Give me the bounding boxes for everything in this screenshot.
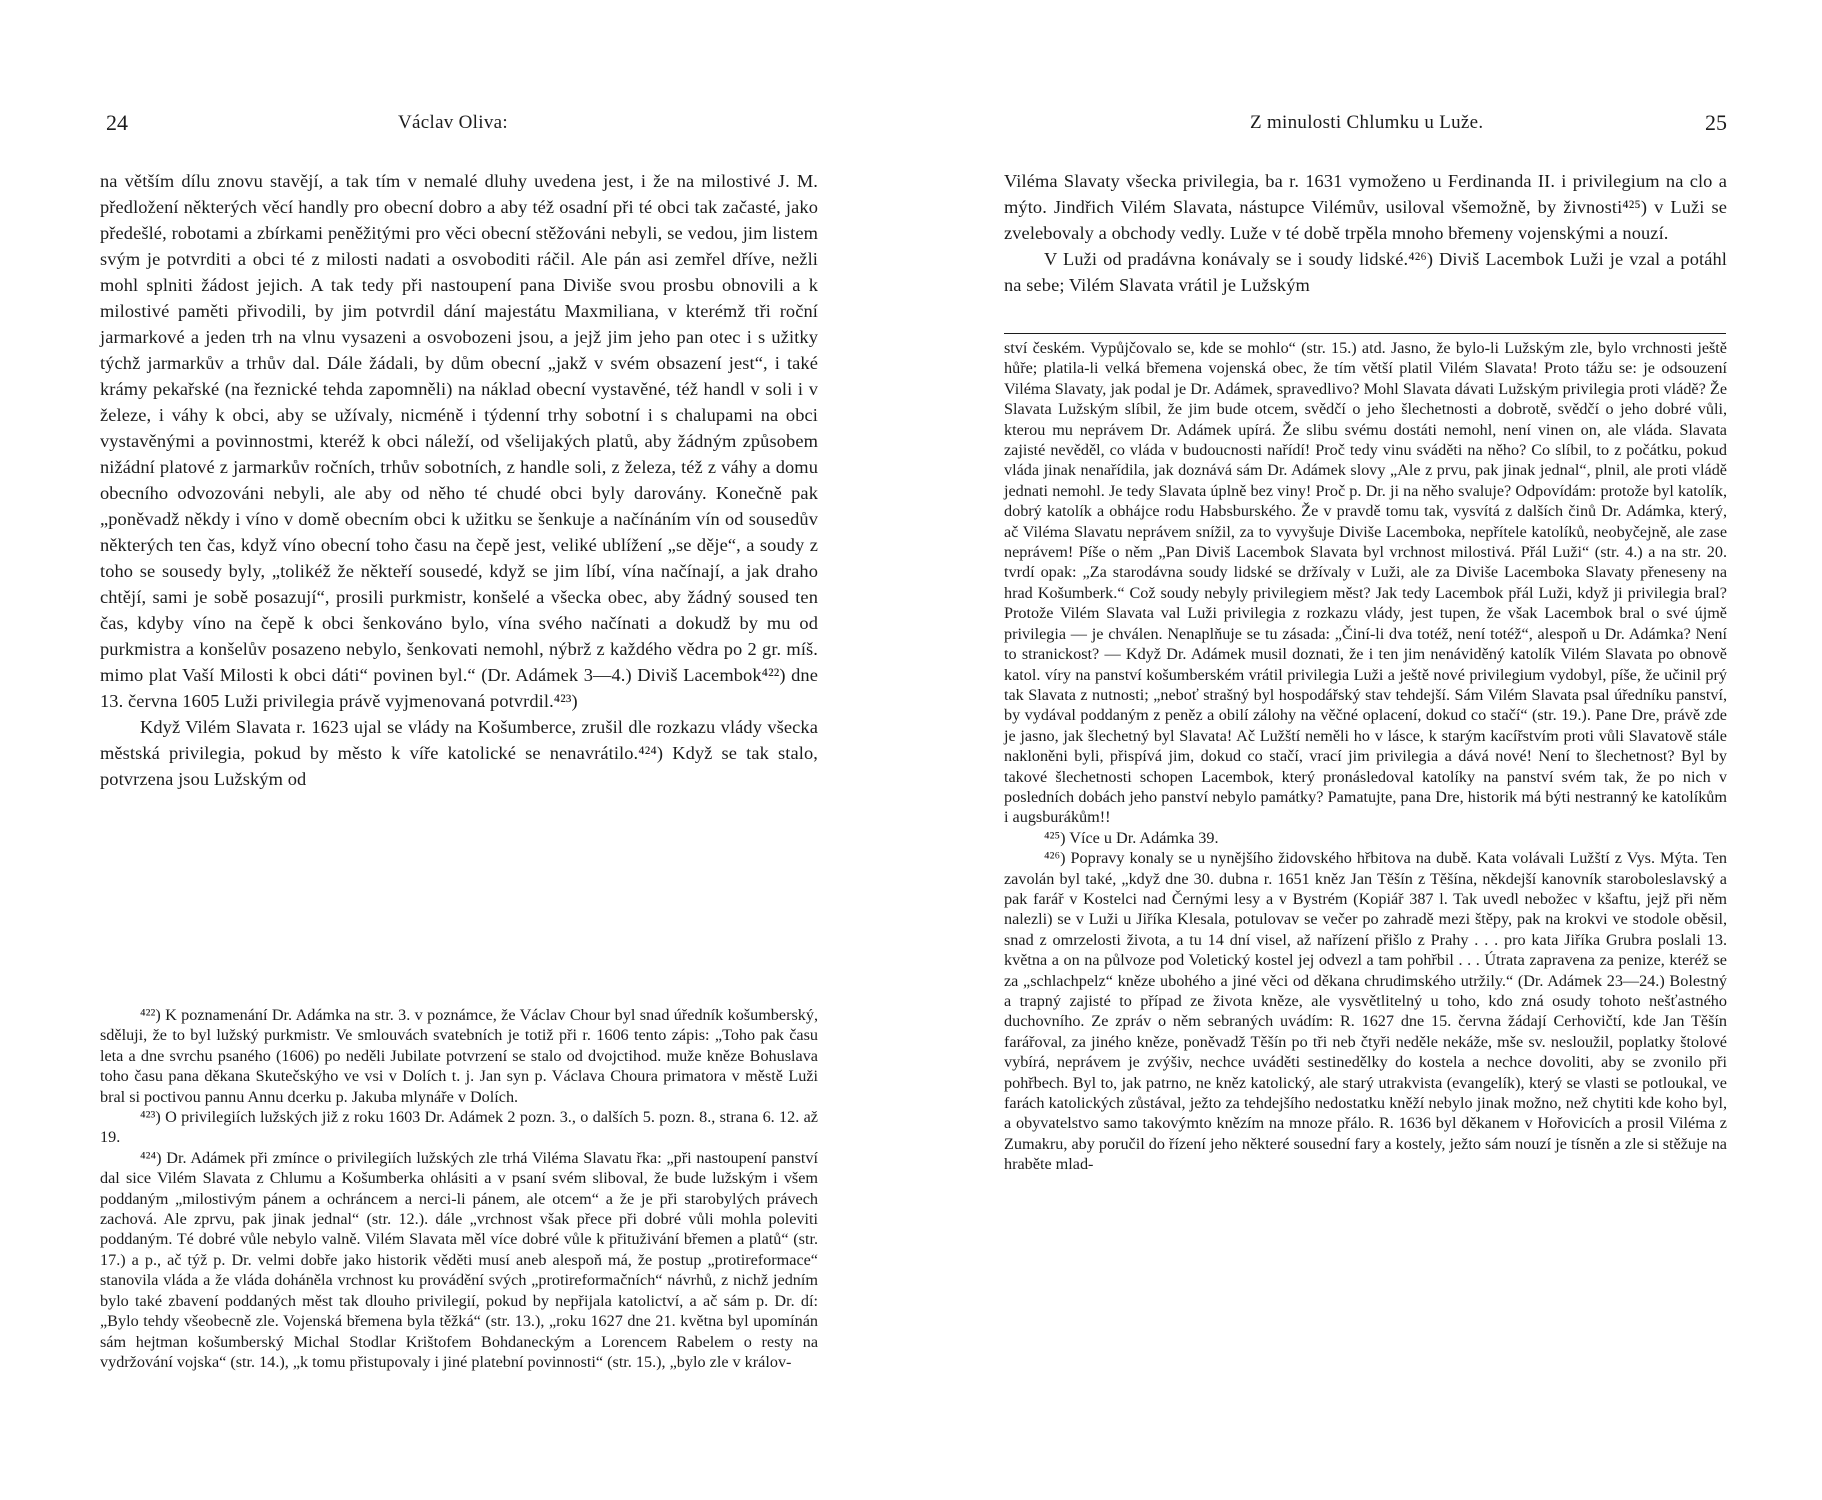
left-footnotes bbox=[100, 1005, 818, 1372]
right-page-header bbox=[1004, 110, 1727, 140]
footnote-424-continued: ství českém. Vypůjčovalo se, kde se mohlo“ (str. 15.) atd. Jasno, že bylo-li Lužským zle, bylo vrchnosti ještě hůře; platila-li velká břemena vojenská obec, že tím větší platil Vilém Slavata! Proto tážu se: je odsouzení Viléma Slavaty, jak podal je Dr. Adámek, spravedlivo? Mohl Slavata dávati Lužským privilegia proti vládě? Že Slavata Lužským slíbil, že jim bude otcem, svědčí o jeho šlechetnosti a dobrotě, svědčí o jeho dobré vůli, kterou mu neprávem Dr. Adámek upírá. Že slibu svému dostáti nemohl, není vinen on, ale vláda. Slavata zajisté nevěděl, co vláda v budoucnosti nařídí! Proč tedy vinu sváděti na něho? Co slíbil, to z počátku, pokud vláda jinak nenařídila, jak doznává sám Dr. Adámek slovy „Ale z prvu, pak jinak jednal“, plnil, ale proti vládě jednati nemohl. Je tedy Slavata úplně bez viny! Proč p. Dr. ji na něho svaluje? Odpovídám: protože byl katolík, dobrý katolík a obhájce rodu Habsburského. Že v pravdě tomu tak, vysvítá z dalších činů Dr. Adámka, který, ač Viléma Slavatu neprávem snížil, za to vyvyšuje Diviše Lacemboka, nepřítele katolíků, neobyčejně, ale zase neprávem! Píše o něm „Pan Diviš Lacembok Slavata byl vrchnost milostivá. Přál Luži“ (str. 4.) a na str. 20. tvrdí opak: „Za starodávna soudy lidské se držívaly v Luži, ale za Diviše Lacemboka Slavaty přeneseny na hrad Košumberk.“ Což soudy nebyly privilegiem měst? Jak tedy Lacembok přál Luži, když ji privilegia bral? Protože Vilém Slavata val Luži privilegia z rozkazu vlády, jest tupen, že však Lacembok bral o své újmě privilegia — je chválen. Nenaplňuje se tu zásada: „Činí-li dva totéž, není totéž“, alespoň u Dr. Adámka? Není to stranickost? — Když Dr. Adámek musil doznati, že i ten jim nenáviděný katolík Vilém Slavata po obnově katol. víry na panství košumberském vrátil privilegia Luži a ještě nové privilegium vydobyl, píše, že učinil prý tak Slavata z nutnosti; „neboť strašný byl hospodářský stav tehdejší. Sám Vilém Slavata psal úředníku panství, by vydával poddaným z peněz a obilí zálohy na věčné oplacení, dokud co stačí“ (str. 19.). Pane Dre, právě zde je jasno, jak šlechetný byl Slavata! Ač Lužští neměli ho v lásce, k starým kacířstvím proti vůli Slavatově stále nakloněni byli, přispívá jim, dokud co stačí, vrací jim privilegia a dává nové! Není to šlechetnost? Byl by takové šlechetnosti schopen Lacembok, který pronásledoval katolíky na panství svém tak, že po nich v posledních dobách jeho panství nebylo památky? Pamatujte, pana Dre, historik má býti nestranný ke katolíkům i augsburákům!! bbox=[1004, 339, 1727, 827]
left-page-header bbox=[100, 110, 818, 140]
footnote-422: ⁴²²) K poznamenání Dr. Adámka na str. 3. v poznámce, že Václav Chour byl snad úředník košumberský, sděluji, že to byl lužský purkmistr. Ve smlouvách svatebních je totiž při r. 1606 tento zápis: „Toho pak času leta a dne svrchu psaného (1606) po neděli Jubilate potvrzení se stalo od dvojctihod. muže kněze Bohuslava toho času pana děkana Skutečskýho ve vsi v Dolích t. j. Jan syn p. Václava Choura primatora v městě Luži bral si poctivou pannu Annu dcerku p. Jakuba mlynáře v Dolích. bbox=[100, 1006, 818, 1106]
right-footnotes bbox=[1004, 338, 1727, 1175]
left-body-text bbox=[100, 168, 818, 792]
left-page-number: 24 bbox=[106, 110, 128, 135]
left-running-head: Václav Oliva: bbox=[398, 112, 508, 133]
right-running-head: Z minulosti Chlumku u Luže. bbox=[1250, 112, 1484, 133]
left-paragraph-1: na větším dílu znovu stavějí, a tak tím v nemalé dluhy uvedena jest, i že na milostivé J. M. předložení některých věcí handly pro obecní dobro a aby též osadní při té obci tak začasté, jako předešlé, robotami a zbírkami peněžitými pro věci obecní stěžováni nebyli, se vedou, jim listem svým je potvrditi a obci té z milosti nadati a osvoboditi ráčil. Ale pán asi zemřel dříve, nežli mohl splniti žádost jejich. A tak tedy při nastoupení pana Diviše svou prosbu obnovili a k milostivé paměti přivodili, by jim potvrdil dání majestátu Maxmiliana, v kterémž tři roční jarmarkové a jeden trh na vlnu vysazeni a osvobozeni jsou, a jejž jim jeho pan otec i s užitky týchž jarmarkův a trhův dal. Dále žádali, by dům obecní „jakž v svém obsazení jest“, i také krámy pekařské (na řeznické tehda zapomněli) na náklad obecní vystavěné, též handl v soli i v železe, i váhy k obci, aby se užívaly, nicméně i týdenní trhy sobotní i s chalupami na obci vystavěnými a povinnostmi, kteréž k obci náleží, od všelijakých platů, aby žádným způsobem nižádní platové z jarmarkův ročních, trhův sobotních, z handle soli, z železa, též z váhy a domu obecního odvozováni nebyli, ale aby od něho té chudé obci byly darovány. Konečně pak „poněvadž někdy i víno v domě obecním obci k užitku se šenkuje a načínáním vín od sousedův některých ten čas, když víno obecní toho času na čepě jest, veliké ublížení „se děje“, a soudy z toho se sousedy byly, „tolikéž že někteří sousedé, když se jim líbí, vína načínají, a jak draho chtějí, sami je sobě posazují“, prosili purkmistr, konšelé a všecka obec, aby žádný soused ten čas, kdyby víno na čepě k obci šenkováno bylo, vína svého načínati a dokudž by mu od purkmistra a konšelův posazeno nebylo, šenkovati nemohl, nýbrž z každého vědra po 2 gr. míš. mimo plat Vaší Milosti k obci dáti“ povinen byl.“ (Dr. Adámek 3—4.) Diviš Lacembok⁴²²) dne 13. června 1605 Luži privilegia právě vyjmenovaná potvrdil.⁴²³) bbox=[100, 171, 818, 711]
footnote-426: ⁴²⁶) Popravy konaly se u nynějšího židovského hřbitova na dubě. Kata volávali Lužští z Vys. Mýta. Ten zavolán byl také, „když dne 30. dubna r. 1651 kněz Jan Těšín z Těšína, někdejší kanovník staroboleslavský a pak farář v Kostelci nad Černými lesy a v Bystrém (Kopiář 387 l. Tak uvedl nebožec v kšaftu, jejž při něm nalezli) se v Luži u Jiříka Klesala, potulovav se večer po zahradě mezi štěpy, pak na krokvi ve stodole oběsil, snad z omrzelosti života, a tu 14 dní visel, až nařízení přišlo z Prahy . . . pro kata Jiříka Grubra poslali 13. května a on na půlvoze pod Voletický kostel jej odvezl a tam pohřbil . . . Útrata zapravena za penize, kteréž se za „schlachpelz“ kněze ubohého a jiné věci od děkana chrudimského utržily.“ (Dr. Adámek 23—24.) Bolestný a trapný zajisté to případ ze života kněze, ale vysvětlitelný u toho, kdo zná osudy tohoto nešťastného duchovního. Ze zpráv o něm sebraných uvádím: R. 1627 dne 15. června žádají Cerhovičtí, kde Jan Těšín farářoval, za jiného kněze, poněvadž Těšín po tři neb čtyři neděle nekáže, mše sv. nesloužil, poplatky štolové vybírá, neprávem je zvýšiv, nechce uváděti sestinedělky do kostela a nechce dovoliti, aby se zvonilo při pohřbech. Byl to, jak patrno, ne kněz katolický, ale starý utrakvista (evangelík), který se vlasti se potloukal, ve farách katolických zůstával, ježto za tehdejšího nedostatku kněží nebylo jinak možno, než chytiti kde koho byl, a obyvatelstvo samo takovýmto knězím na mnoze přálo. R. 1636 byl děkanem v Hořovicích a prosil Viléma z Zumakru, aby poručil do řízení jeho některé sousední fary a kostely, ježto sám nouzí je tísněn a zle si stěžuje na hraběte mlad- bbox=[1004, 849, 1727, 1174]
right-page-number: 25 bbox=[1705, 110, 1727, 135]
right-body-text bbox=[1004, 168, 1727, 298]
left-paragraph-2: Když Vilém Slavata r. 1623 ujal se vlády na Košumberce, zrušil dle rozkazu vlády všecka městská privilegia, pokud by město k víře katolické se nenavrátilo.⁴²⁴) Když se tak stalo, potvrzena jsou Lužským od bbox=[100, 717, 818, 789]
footnote-425: ⁴²⁵) Více u Dr. Adámka 39. bbox=[1044, 828, 1219, 847]
footnote-424: ⁴²⁴) Dr. Adámek při zmínce o privilegiích lužských zle trhá Viléma Slavatu řka: „při nastoupení panství dal sice Vilém Slavata z Chlumu a Košumberka ohlásiti a v psaní svém sliboval, že bude lužským i všem poddaným „milostivým pánem a ochráncem a nerci-li pánem, ale otcem“ a že je při starobylých právech zachová. Ale zprvu, pak jinak jednal“ (str. 12.). dále „vrchnost však přece při dobré vůli mohla poleviti poddaným. Té dobré vůle nebylo valně. Vilém Slavata měl více dobré vůle k přituživání břemen a platů“ (str. 17.) a p., ač týž p. Dr. velmi dobře jako historik věděti musí aneb alespoň má, že postup „protireformace“ stanovila vláda a že vláda doháněla vrchnost ku provádění svých „protireformačních“ návrhů, z nichž jedním bylo také zbavení poddaných měst tak dlouho privilegií, pokud by nepřijala katolictví, a ač sám p. Dr. dí: „Bylo tehdy všeobecně zle. Vojenská břemena byla těžká“ (str. 13.), „roku 1627 dne 21. května byl upomínán sám hejtman košumberský Michal Stodlar Krištofem Bohdaneckým a Lorencem Rabelem o resty na vydržování vojska“ (str. 14.), „k tomu přistupovaly i jiné platební povinnosti“ (str. 15.), „bylo zle v králov- bbox=[100, 1148, 818, 1371]
right-paragraph-2: V Luži od pradávna konávaly se i soudy lidské.⁴²⁶) Diviš Lacembok Luži je vzal a potáhl na sebe; Vilém Slavata vrátil je Lužským bbox=[1004, 249, 1727, 295]
footnote-separator-rule bbox=[1004, 333, 1726, 334]
right-paragraph-1: Viléma Slavaty všecka privilegia, ba r. 1631 vymoženo u Ferdinanda II. i privilegium na clo a mýto. Jindřich Vilém Slavata, nástupce Vilémův, usiloval všemožně, by živnosti⁴²⁵) v Luži se zvelebovaly a obchody vedly. Luže v té době trpěla mnoho břemeny vojenskými a nouzí. bbox=[1004, 171, 1727, 243]
footnote-423: ⁴²³) O privilegiích lužských již z roku 1603 Dr. Adámek 2 pozn. 3., o dalších 5. pozn. 8., strana 6. 12. až 19. bbox=[100, 1108, 818, 1147]
